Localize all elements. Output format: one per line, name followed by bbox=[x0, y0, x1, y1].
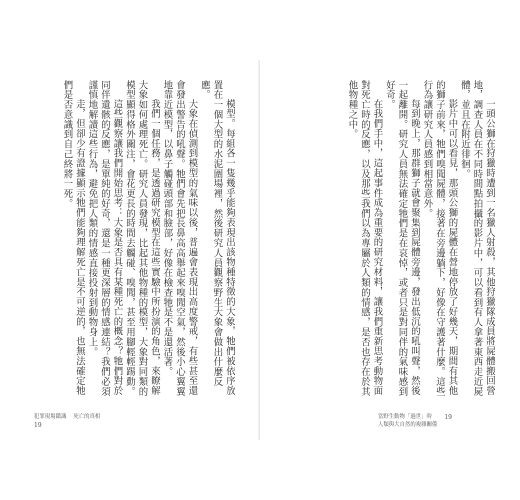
paragraph: 走，但卻少有證據顯示牠們能夠理解死亡是不可逆的，也無法確定牠們是否意識到自己終將一死。 bbox=[61, 80, 85, 396]
right-page-text bbox=[295, 80, 495, 400]
page-number: 19 bbox=[34, 421, 42, 429]
running-title: 當野生動物「過世」時 bbox=[378, 414, 432, 420]
running-subtitle: 死亡的真相 bbox=[73, 414, 101, 420]
paragraph: 大象在偵測到模型的氣味以後，普遍會表現出高度警戒，有些甚至還會發出警告的吼聲。牠們會先把長鼻高高舉起來嗅聞空氣，然後小心翼翼地靠近模型，以鼻子觸碰頭部和臉部，好像在檢查牠是不是還活著。 bbox=[161, 80, 198, 397]
paragraph: 影片中可以看見，那頭公獅的屍體在營地停放了好幾天，期間有其他的獅子前來，牠們嗅聞屍體，接著在旁邊躺下，好像在守護著什麼。這些行為讓研究人員感到相當意外。 bbox=[421, 80, 458, 397]
running-subtitle: 人類與大自然的複雜關係 bbox=[378, 421, 438, 428]
left-page-text bbox=[35, 80, 235, 400]
paragraph: 在我們手中，這起事件成為重要的研究材料，讓我們重新思考動物面對死亡時的反應，以及那些我們以為專屬於人類的情感，是否也存在於其他物種之中。 bbox=[346, 80, 383, 397]
running-title: 犯罪現場鑑識 bbox=[34, 414, 67, 420]
page-number: 19 bbox=[444, 414, 452, 421]
paragraph: 這些觀察讓我們開始思考：大象是否具有某種死亡的概念？牠們對於同伴遺骸的反應，是單純的好奇，還是一種更深層的情感連結？我們必須謹慎地解讀這些行為，避免把人類的情感直接投射到動物身上。 bbox=[86, 80, 123, 397]
paragraph: 每到晚上，那群獅子就會聚集到屍體旁邊，發出低沉的吼叫聲，然後一起離開。研究人員無法確定牠們是在哀悼，或者只是對同伴的氣味感到好奇。 bbox=[384, 80, 420, 397]
paragraph: 模型。每組各一隻幾乎能夠表現出該物種特徵的大象，牠們被依序放置在一個大型的水泥圍場裡，然後研究人員觀察野生大象會做出什麼反應。 bbox=[199, 80, 235, 396]
paragraph: 一頭公獅在狩獵時遭到一名獵人射殺，其他狩獵隊成員將屍體搬回營地，調查人員在不同時間點拍攝的影片中，可以看到有人拿著東西走近屍體，並且在附近徘徊。 bbox=[459, 80, 495, 397]
left-page-footer bbox=[34, 414, 100, 429]
right-page-footer bbox=[378, 414, 452, 429]
paragraph: 我們一個任務，是透過研究模型在這些實驗中所扮演的角色，來瞭解大象如何處理死亡。研究人員發現，比起其他物種的模型，大象對同類的模型顯得格外關注，會花更長的時間去觸碰、嗅聞，甚至用腳輕輕踢動。 bbox=[124, 80, 160, 397]
